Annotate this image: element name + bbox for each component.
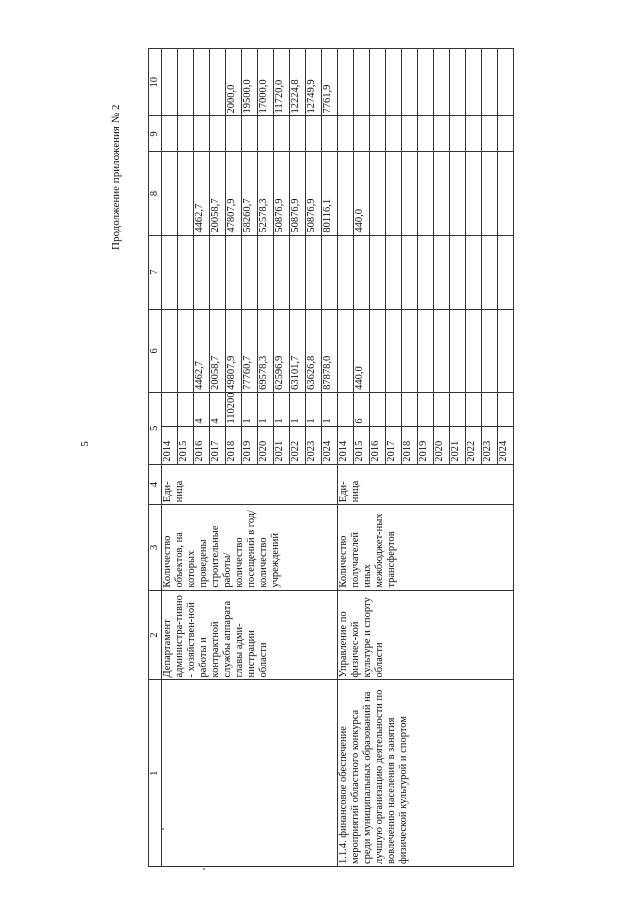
cell-value-v8 [162, 152, 178, 235]
cell-value-v7 [258, 235, 274, 309]
cell-value-v7 [402, 235, 418, 309]
cell-value-v7 [450, 235, 466, 309]
cell-year: 2021 [274, 426, 290, 464]
cell-value-v6 [178, 309, 194, 392]
cell-value-v7 [338, 235, 354, 309]
rotated-table-sheet [148, 48, 616, 867]
cell-value-v6: 49807,9 [226, 309, 242, 392]
cell-value-v7 [354, 235, 370, 309]
cell-value-v5: 6 [354, 392, 370, 426]
cell-value-v9 [434, 116, 450, 152]
cell-value-v6: 63626,8 [306, 309, 322, 392]
cell-value-v6 [498, 309, 514, 392]
cell-year: 2018 [226, 426, 242, 464]
cell-value-v8 [482, 152, 498, 235]
cell-value-v8: 58260,7 [242, 152, 258, 235]
cell-value-v7 [178, 235, 194, 309]
cell-value-v5 [178, 392, 194, 426]
cell-value-v6 [434, 309, 450, 392]
table-row [338, 49, 354, 867]
cell-value-v9 [306, 116, 322, 152]
cell-year: 2023 [482, 426, 498, 464]
cell-value-v10 [402, 49, 418, 116]
cell-value-v7 [306, 235, 322, 309]
cell-year: 2017 [386, 426, 402, 464]
cell-value-v6: 4462,7 [194, 309, 210, 392]
cell-value-v9 [226, 116, 242, 152]
cell-value-v10 [210, 49, 226, 116]
cell-year: 2016 [370, 426, 386, 464]
cell-value-v6 [482, 309, 498, 392]
cell-value-v8: 440,0 [354, 152, 370, 235]
cell-value-v6 [338, 309, 354, 392]
cell-value-v10 [194, 49, 210, 116]
cell-value-v10 [482, 49, 498, 116]
page-number: 5 [78, 441, 91, 447]
cell-value-v5: 1 [258, 392, 274, 426]
header-col-8: 8 [149, 152, 162, 235]
cell-col1 [162, 680, 338, 867]
cell-value-v6: 63101,7 [290, 309, 306, 392]
cell-value-v6: 77760,7 [242, 309, 258, 392]
cell-value-v9 [178, 116, 194, 152]
cell-value-v6: 62596,9 [274, 309, 290, 392]
cell-year: 2020 [434, 426, 450, 464]
cell-value-v5 [338, 392, 354, 426]
cell-value-v9 [290, 116, 306, 152]
cell-col2: Управление по физичес-кой культуре и спорту области [338, 590, 514, 680]
header-col-9: 9 [149, 116, 162, 152]
table-body [162, 49, 514, 867]
cell-value-v8: 50876,9 [274, 152, 290, 235]
cell-value-v10 [434, 49, 450, 116]
header-col-2: 2 [149, 590, 162, 680]
cell-col2: Департамент администра-тивно - хозяйствен-ной работы и контрактной службы аппарата главы адми-нистрации области [162, 590, 338, 680]
cell-value-v6: 440,0 [354, 309, 370, 392]
cell-value-v9 [386, 116, 402, 152]
cell-year: 2014 [338, 426, 354, 464]
cell-value-v9 [450, 116, 466, 152]
cell-value-v7 [434, 235, 450, 309]
cell-value-v6 [418, 309, 434, 392]
cell-value-v8 [402, 152, 418, 235]
cell-value-v5 [450, 392, 466, 426]
cell-value-v5: 1 [290, 392, 306, 426]
cell-year: 2024 [498, 426, 514, 464]
cell-value-v7 [226, 235, 242, 309]
cell-year: 2020 [258, 426, 274, 464]
cell-year: 2022 [466, 426, 482, 464]
cell-year: 2015 [354, 426, 370, 464]
cell-value-v8 [466, 152, 482, 235]
cell-year: 2023 [306, 426, 322, 464]
cell-value-v8 [386, 152, 402, 235]
cell-value-v7 [194, 235, 210, 309]
cell-value-v9 [466, 116, 482, 152]
cell-value-v9 [402, 116, 418, 152]
cell-year: 2014 [162, 426, 178, 464]
cell-year: 2021 [450, 426, 466, 464]
cell-value-v10 [178, 49, 194, 116]
cell-value-v10 [338, 49, 354, 116]
cell-value-v10 [466, 49, 482, 116]
cell-value-v7 [210, 235, 226, 309]
cell-value-v9 [162, 116, 178, 152]
header-col-5: 5 [149, 392, 162, 464]
cell-value-v5 [162, 392, 178, 426]
cell-value-v6 [370, 309, 386, 392]
cell-year: 2024 [322, 426, 338, 464]
cell-value-v8: 50876,9 [290, 152, 306, 235]
cell-col4: Еди-ница [338, 464, 514, 504]
cell-value-v9 [482, 116, 498, 152]
cell-value-v6 [466, 309, 482, 392]
cell-value-v9 [274, 116, 290, 152]
cell-year: 2015 [178, 426, 194, 464]
cell-value-v7 [498, 235, 514, 309]
cell-value-v7 [274, 235, 290, 309]
cell-value-v10 [162, 49, 178, 116]
cell-value-v8 [450, 152, 466, 235]
cell-value-v6: 69578,3 [258, 309, 274, 392]
table-row [162, 49, 178, 867]
cell-value-v5 [434, 392, 450, 426]
header-col-4: 4 [149, 464, 162, 504]
cell-value-v5: 110200 [226, 392, 242, 426]
header-col-7: 7 [149, 235, 162, 309]
cell-value-v9 [354, 116, 370, 152]
scan-speck [162, 828, 164, 830]
cell-value-v5 [482, 392, 498, 426]
cell-value-v10: 2000,0 [226, 49, 242, 116]
cell-value-v8: 47807,9 [226, 152, 242, 235]
cell-value-v9 [338, 116, 354, 152]
cell-value-v7 [162, 235, 178, 309]
cell-value-v10: 12224,8 [290, 49, 306, 116]
cell-value-v10 [450, 49, 466, 116]
cell-value-v8: 20058,7 [210, 152, 226, 235]
cell-value-v8 [498, 152, 514, 235]
cell-value-v10: 19500,0 [242, 49, 258, 116]
cell-value-v6 [386, 309, 402, 392]
cell-value-v7 [386, 235, 402, 309]
cell-value-v9 [498, 116, 514, 152]
cell-value-v5: 1 [322, 392, 338, 426]
cell-value-v7 [290, 235, 306, 309]
cell-value-v9 [194, 116, 210, 152]
cell-value-v8: 52578,3 [258, 152, 274, 235]
cell-year: 2016 [194, 426, 210, 464]
cell-value-v5 [402, 392, 418, 426]
cell-col3: Количество объектов, на которых проведены строительные работы/ количество посещений в год/ количество учреждений [162, 505, 338, 590]
cell-value-v9 [210, 116, 226, 152]
cell-value-v5: 4 [210, 392, 226, 426]
continuation-title: Продолжение приложения № 2 [110, 104, 122, 250]
cell-year: 2019 [242, 426, 258, 464]
cell-col1: 1.1.4. финансовое обеспечение мероприятий областного конкурса среди муниципальных образований на лучшую организацию деятельности по вовлечению населения в занятия физической культурой и спортом [338, 680, 514, 867]
cell-value-v5: 1 [306, 392, 322, 426]
cell-value-v8: 50876,9 [306, 152, 322, 235]
cell-value-v9 [242, 116, 258, 152]
cell-value-v5 [386, 392, 402, 426]
cell-value-v10 [386, 49, 402, 116]
cell-year: 2019 [418, 426, 434, 464]
cell-value-v9 [322, 116, 338, 152]
header-col-1: 1 [149, 680, 162, 867]
cell-value-v5 [498, 392, 514, 426]
scan-speck [203, 868, 205, 870]
cell-value-v5: 4 [194, 392, 210, 426]
header-col-3: 3 [149, 505, 162, 590]
header-col-6: 6 [149, 309, 162, 392]
cell-value-v6 [162, 309, 178, 392]
cell-year: 2017 [210, 426, 226, 464]
cell-value-v10: 12749,9 [306, 49, 322, 116]
cell-value-v5 [370, 392, 386, 426]
cell-value-v7 [370, 235, 386, 309]
cell-value-v7 [418, 235, 434, 309]
cell-value-v8 [418, 152, 434, 235]
cell-value-v8 [434, 152, 450, 235]
cell-value-v5 [466, 392, 482, 426]
header-col-10: 10 [149, 49, 162, 116]
header-row [149, 49, 162, 867]
cell-value-v8 [178, 152, 194, 235]
cell-value-v10 [354, 49, 370, 116]
cell-value-v8: 4462,7 [194, 152, 210, 235]
cell-value-v10: 17000,0 [258, 49, 274, 116]
cell-value-v9 [258, 116, 274, 152]
cell-value-v10: 7761,9 [322, 49, 338, 116]
cell-value-v8 [338, 152, 354, 235]
cell-value-v7 [482, 235, 498, 309]
cell-value-v5 [418, 392, 434, 426]
cell-value-v10 [370, 49, 386, 116]
cell-col3: Количество получателей иных межбюджет-ных трансфертов [338, 505, 514, 590]
cell-value-v6 [402, 309, 418, 392]
cell-col4: Еди-ница [162, 464, 338, 504]
cell-year: 2022 [290, 426, 306, 464]
cell-year: 2018 [402, 426, 418, 464]
cell-value-v6: 20058,7 [210, 309, 226, 392]
cell-value-v9 [370, 116, 386, 152]
cell-value-v6: 87878,0 [322, 309, 338, 392]
cell-value-v7 [242, 235, 258, 309]
cell-value-v5: 1 [274, 392, 290, 426]
cell-value-v8 [370, 152, 386, 235]
cell-value-v7 [466, 235, 482, 309]
cell-value-v10 [498, 49, 514, 116]
cell-value-v10: 11720,0 [274, 49, 290, 116]
cell-value-v5: 1 [242, 392, 258, 426]
cell-value-v7 [322, 235, 338, 309]
cell-value-v6 [450, 309, 466, 392]
cell-value-v8: 80116,1 [322, 152, 338, 235]
cell-value-v10 [418, 49, 434, 116]
program-table [148, 48, 514, 867]
cell-value-v9 [418, 116, 434, 152]
